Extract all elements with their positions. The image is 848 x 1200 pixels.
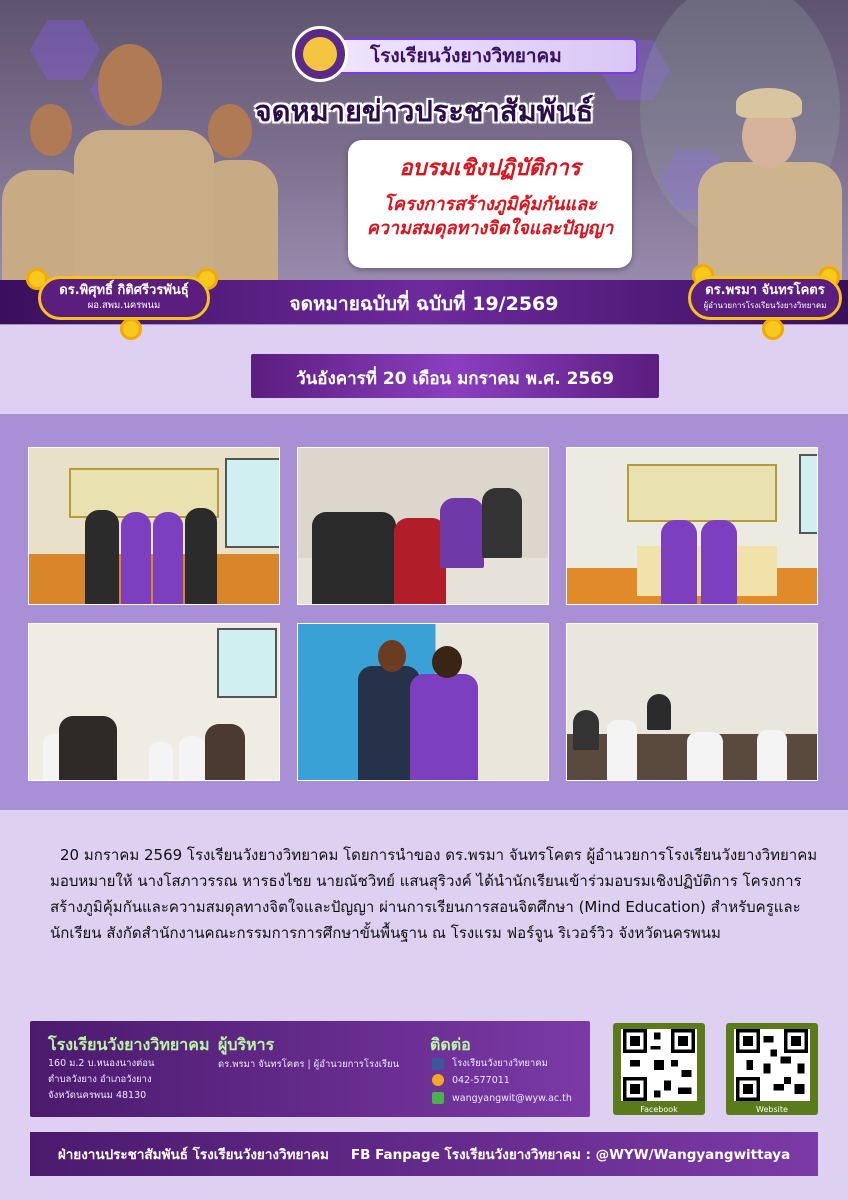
footer-contact-heading: ติดต่อ: [430, 1035, 471, 1054]
topic-subheading: [348, 193, 632, 242]
name-badge-left: [38, 276, 210, 320]
hexagon-decoration: [30, 20, 100, 80]
issue-number: จดหมายฉบับที่ ฉบับที่ 19/2569: [289, 293, 559, 315]
event-photo-3: [566, 447, 818, 605]
address-line: 160 ม.2 บ.หนองนางต่อน: [48, 1058, 155, 1069]
flower-decoration: [762, 318, 784, 340]
bottom-credit-bar: [30, 1132, 818, 1176]
event-photo-2: [297, 447, 549, 605]
phone-icon: [432, 1074, 444, 1086]
footer-admin: ดร.พรมา จันทรโคตร | ผู้อำนวยการโรงเรียน: [218, 1059, 400, 1070]
news-paragraph: 20 มกราคม 2569 โรงเรียนวังยางวิทยาคม โดยการนำของ ดร.พรมา จันทรโคตร ผู้อำนวยการโรงเรียนวังยางวิทยาคม มอบหมายให้ นางโสภาวรรณ หารธงไชย นายณัชวิทย์ แสนสุริวงค์ ได้นำนักเรียนเข้าร่วมอบรมเชิงปฏิบัติการ โครงการสร้างภูมิคุ้มกันและความสมดุลทางจิตใจและปัญญา ผ่านการเรียนการสอนจิตศึกษา (Mind Education) สำหรับครูและนักเรียน สังกัดสำนักงานคณะกรรมการการศึกษาขั้นพื้นฐาน ณ โรงแรม ฟอร์จูน ริเวอร์วิว จังหวัดนครพนม: [50, 846, 818, 942]
footer-address: [48, 1056, 155, 1104]
event-photo-1: [28, 447, 280, 605]
qr-code-icon: [621, 1029, 697, 1101]
topic-box: [348, 140, 632, 268]
topic-heading: อบรมเชิงปฏิบัติการ: [399, 156, 581, 181]
footer-facebook[interactable]: [432, 1056, 548, 1071]
qr-label: Facebook: [640, 1105, 678, 1114]
event-date: วันอังคารที่ 20 เดือน มกราคม พ.ศ. 2569: [251, 354, 659, 398]
email-text: wangyangwit@wyw.ac.th: [452, 1092, 572, 1104]
qr-facebook[interactable]: [613, 1023, 705, 1115]
qr-code-icon: [734, 1029, 810, 1101]
school-logo-banner: [292, 26, 640, 78]
school-logo-icon: [292, 26, 348, 82]
event-photo-4: [28, 623, 280, 781]
qr-website[interactable]: [726, 1023, 818, 1115]
phone-text: 042-577011: [452, 1074, 510, 1086]
footer-email[interactable]: [432, 1092, 572, 1104]
badge-title: ผู้อำนวยการโรงเรียนวังยางวิทยาคม: [703, 301, 827, 310]
name-badge-right: [688, 276, 842, 320]
email-icon: [432, 1092, 444, 1104]
facebook-icon: [432, 1058, 444, 1070]
qr-label: Website: [756, 1105, 788, 1114]
facebook-text: โรงเรียนวังยางวิทยาคม: [452, 1058, 548, 1069]
credit-department: ฝ่ายงานประชาสัมพันธ์ โรงเรียนวังยางวิทยาคม: [57, 1147, 329, 1163]
school-name: โรงเรียนวังยางวิทยาคม: [328, 38, 638, 74]
event-photo-5: [297, 623, 549, 781]
address-line: จังหวัดนครพนม 48130: [48, 1090, 147, 1101]
footer-phone[interactable]: [432, 1074, 510, 1086]
badge-name: ดร.พรมา จันทรโคตร: [705, 283, 825, 298]
flower-decoration: [120, 318, 142, 340]
event-photo-6: [566, 623, 818, 781]
topic-line-2: โครงการสร้างภูมิคุ้มกันและ: [383, 194, 597, 215]
topic-line-3: ความสมดุลทางจิตใจและปัญญา: [366, 218, 614, 240]
badge-title: ผอ.สพม.นครพนม: [87, 300, 161, 311]
badge-name: ดร.พิศุทธิ์ กิติศรีวรพันธุ์: [59, 283, 189, 298]
footer-admin-heading: ผู้บริหาร: [218, 1035, 275, 1054]
credit-fanpage[interactable]: FB Fanpage โรงเรียนวังยางวิทยาคม : @WYW/Wangyangwittaya: [350, 1147, 791, 1163]
footer-school-name: โรงเรียนวังยางวิทยาคม: [48, 1035, 210, 1054]
newsletter-title: จดหมายข่าวประชาสัมพันธ์: [254, 94, 594, 128]
address-line: ตำบลวังยาง อำเภอวังยาง: [48, 1074, 152, 1085]
